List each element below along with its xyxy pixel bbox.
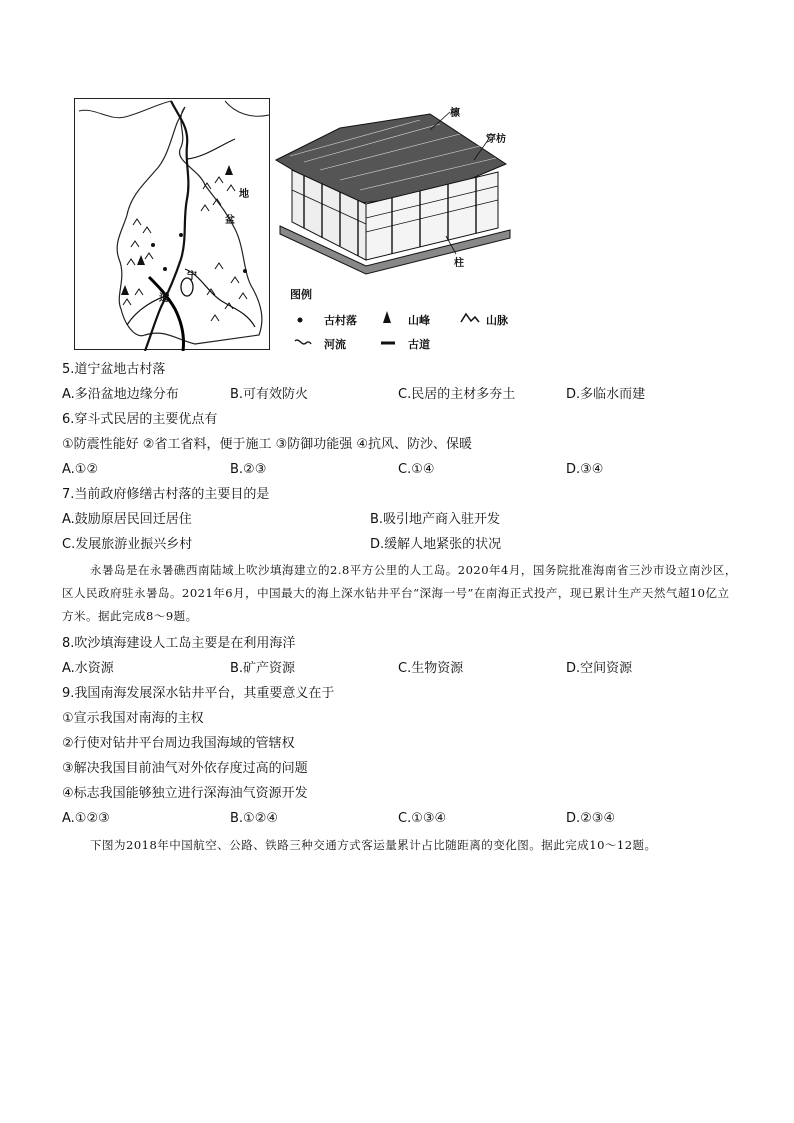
q9-item-2: ②行使对钻井平台周边我国海域的管辖权 — [62, 736, 295, 751]
basin-outline — [117, 107, 262, 344]
q7-option-a: A.鼓励原居民回迁居住 — [62, 512, 192, 527]
q9-item-4: ④标志我国能够独立进行深海油气资源开发 — [62, 786, 308, 801]
peak-icon — [382, 310, 392, 327]
q7-stem: 7.当前政府修缮古村落的主要目的是 — [62, 487, 270, 502]
q6-option-b: B.②③ — [230, 462, 267, 477]
legend-label: 古村落 — [324, 314, 357, 327]
legend-label: 山峰 — [408, 314, 430, 327]
top-river — [79, 101, 171, 118]
map-label-di: 地 — [239, 189, 249, 200]
q5-option-b: B.可有效防火 — [230, 387, 309, 402]
q9-option-c: C.①③④ — [398, 811, 447, 826]
chuandou-house-figure — [270, 100, 520, 280]
map-label-dao: 道 — [159, 293, 169, 304]
label-zhu: 柱 — [454, 258, 464, 269]
range-icon — [460, 312, 480, 327]
map-label-ning: 宁 — [187, 271, 197, 282]
q9-option-b: B.①②④ — [230, 811, 279, 826]
label-chuanfang: 穿枋 — [486, 134, 506, 145]
q6-option-c: C.①④ — [398, 462, 435, 477]
mountain-range-marks — [123, 177, 247, 321]
basin-map — [74, 98, 270, 350]
q9-item-1: ①宣示我国对南海的主权 — [62, 711, 204, 726]
q5-stem: 5.道宁盆地古村落 — [62, 362, 166, 377]
q8-stem: 8.吹沙填海建设人工岛主要是在利用海洋 — [62, 636, 296, 651]
legend-title: 图例 — [290, 288, 312, 301]
legend-label: 河流 — [324, 338, 346, 351]
q9-item-3: ③解决我国目前油气对外依存度过高的问题 — [62, 761, 308, 776]
q8-option-d: D.空间资源 — [566, 661, 633, 676]
q9-option-d: D.②③④ — [566, 811, 616, 826]
legend-label: 山脉 — [486, 314, 508, 327]
village-dots — [151, 233, 247, 273]
q6-option-d: D.③④ — [566, 462, 604, 477]
q7-option-d: D.缓解人地紧张的状况 — [370, 537, 502, 552]
road-icon — [380, 338, 396, 351]
q6-stem: 6.穿斗式民居的主要优点有 — [62, 412, 218, 427]
dot-icon — [296, 314, 304, 327]
q6-option-a: A.①② — [62, 462, 99, 477]
q8-option-a: A.水资源 — [62, 661, 114, 676]
q8-option-b: B.矿产资源 — [230, 661, 296, 676]
q9-option-a: A.①②③ — [62, 811, 110, 826]
house-drawing — [270, 100, 520, 280]
q5-option-d: D.多临水而建 — [566, 387, 646, 402]
q5-option-c: C.民居的主材多夯土 — [398, 387, 516, 402]
top-river — [225, 101, 269, 116]
passage-yongshu: 永暑岛是在永暑礁西南陆域上吹沙填海建立的2.8平方公里的人工岛。2020年4月，国务院批准海南省三沙市设立南沙区，区人民政府驻永暑岛。2021年6月，中国最大的海上深水钻井平台“深海一号”在南海正式投产，现已累计生产天然气超10亿立方米。据此完成8～9题。 — [62, 563, 737, 623]
main-river — [145, 101, 188, 351]
q8-option-c: C.生物资源 — [398, 661, 464, 676]
passage-transport: 下图为2018年中国航空、公路、铁路三种交通方式客运量累计占比随距离的变化图。据此完成10～12题。 — [90, 838, 657, 852]
q7-option-c: C.发展旅游业振兴乡村 — [62, 537, 193, 552]
map-label-pen: 盆 — [225, 215, 235, 226]
q9-stem: 9.我国南海发展深水钻井平台，其重要意义在于 — [62, 686, 335, 701]
river-icon — [294, 338, 312, 351]
tributary-river — [187, 139, 235, 159]
legend-label: 古道 — [408, 338, 430, 351]
q7-option-b: B.吸引地产商入驻开发 — [370, 512, 501, 527]
q5-option-a: A.多沿盆地边缘分布 — [62, 387, 179, 402]
map-legend — [290, 286, 530, 356]
basin-map-drawing — [75, 99, 271, 351]
label-lin: 檩 — [450, 108, 460, 119]
peak-marks — [121, 165, 233, 295]
q6-items: ①防震性能好 ②省工省料，便于施工 ③防御功能强 ④抗风、防沙、保暖 — [62, 437, 473, 452]
